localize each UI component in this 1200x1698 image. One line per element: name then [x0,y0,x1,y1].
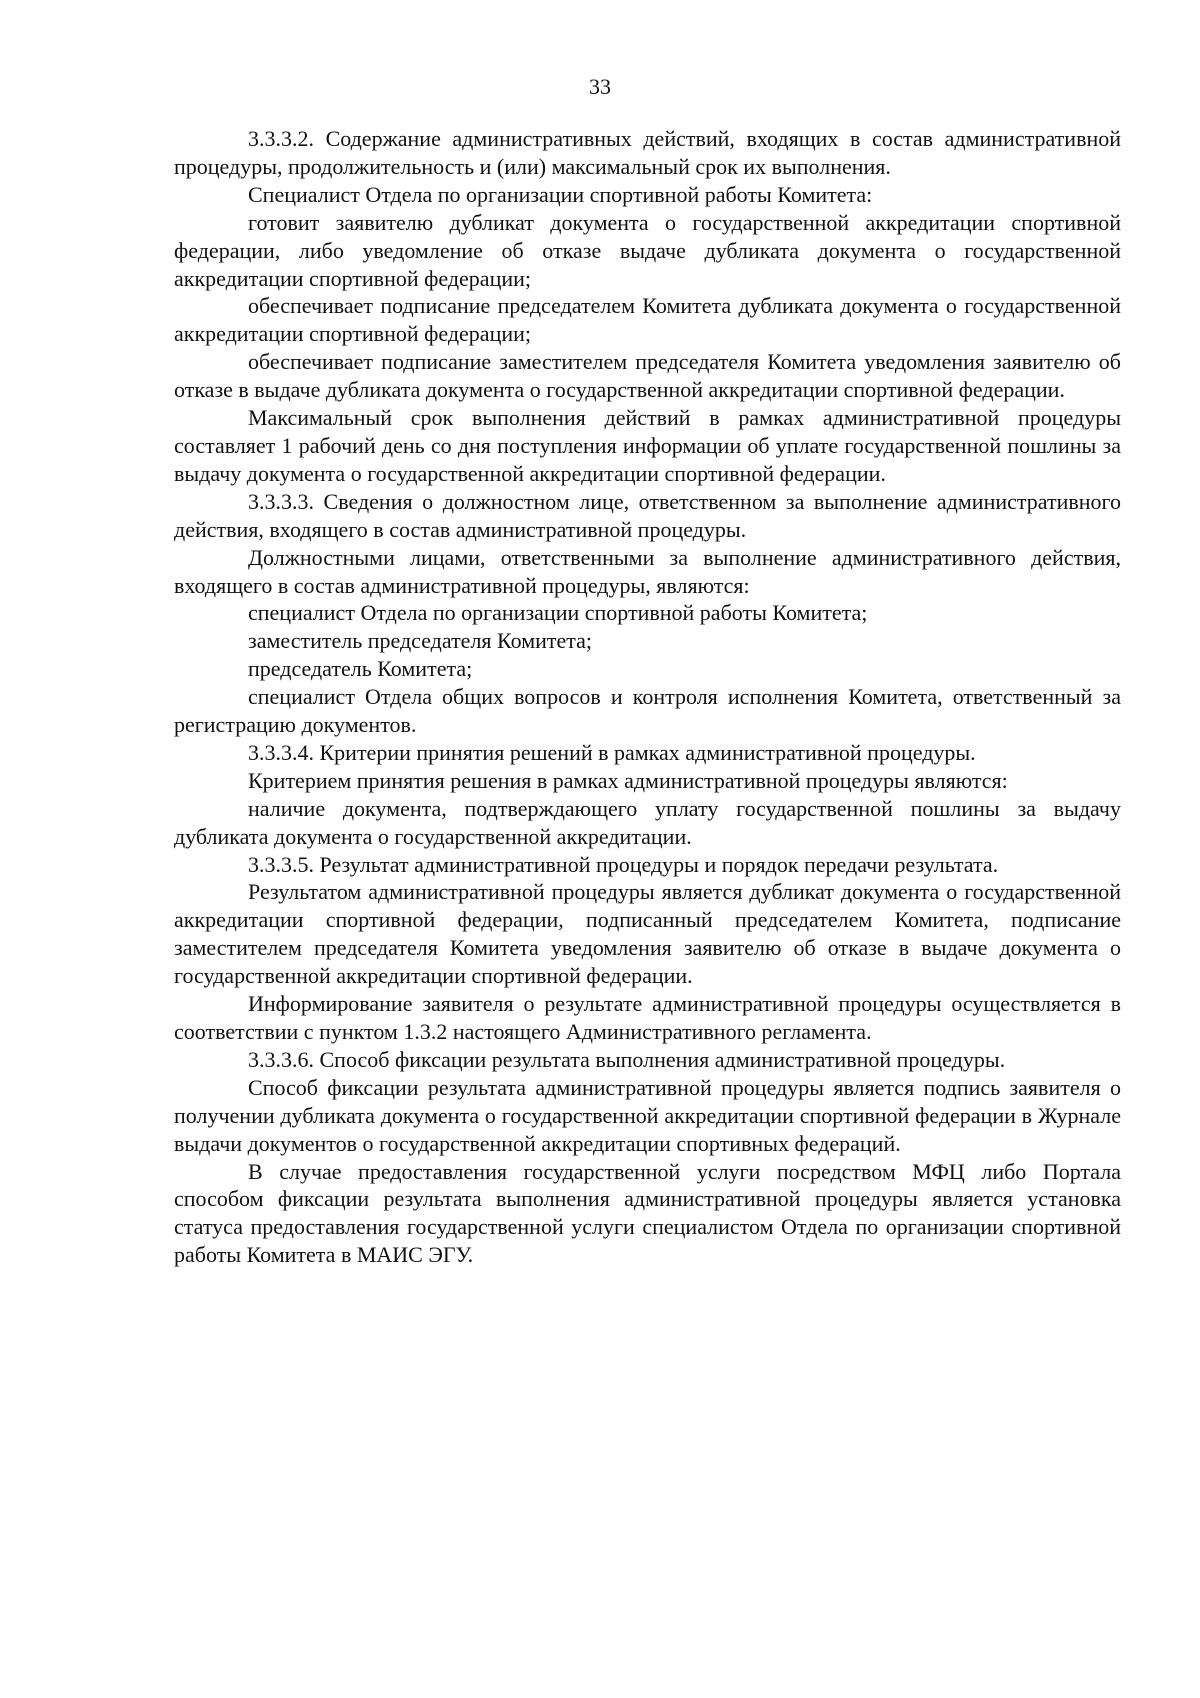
paragraph-official-specialist: специалист Отдела по организации спортивной работы Комитета; [248,600,868,626]
paragraph-3-3-3-3-heading: 3.3.3.3. Сведения о должностном лице, ответственном за выполнение административного действия, входящего в состав административной процедуры. [174,488,1121,542]
paragraph-prepares-duplicate: готовит заявителю дубликат документа о государственной аккредитации спортивной федерации, либо уведомление об отказе выдаче дубликата документа о государственной аккредитации спортивной федерации; [174,209,1121,291]
paragraph-criterion-intro: Критерием принятия решения в рамках административной процедуры являются: [248,767,1008,793]
paragraph-max-term: Максимальный срок выполнения действий в рамках административной процедуры составляет 1 рабочий день со дня поступления информации об уплате государственной пошлины за выдачу документа о государственной аккредитации спортивной федерации. [174,405,1121,486]
paragraph-3-3-3-6-heading: 3.3.3.6. Способ фиксации результата выполнения административной процедуры. [248,1046,1006,1072]
paragraph-chairman-signing: обеспечивает подписание председателем Комитета дубликата документа о государственной аккредитации спортивной федерации; [174,293,1121,347]
paragraph-3-3-3-4-heading: 3.3.3.4. Критерии принятия решений в рамках административной процедуры. [248,739,976,765]
paragraph-official-deputy: заместитель председателя Комитета; [248,628,593,654]
paragraph-criterion-fee: наличие документа, подтверждающего уплату государственной пошлины за выдачу дубликата документа о государственной аккредитации. [174,795,1121,849]
paragraph-fixation-method: Способ фиксации результата административной процедуры является подпись заявителя о получении дубликата документа о государственной аккредитации спортивной федерации в Журнале выдачи документов о государственной аккредитации спортивных федераций. [174,1074,1121,1156]
paragraph-specialist-intro: Специалист Отдела по организации спортивной работы Комитета: [248,181,873,207]
paragraph-informing: Информирование заявителя о результате административной процедуры осуществляется в соответствии с пунктом 1.3.2 настоящего Административного регламента. [174,991,1121,1044]
paragraph-3-3-3-2-heading: 3.3.3.2. Содержание административных действий, входящих в состав административной процедуры, продолжительность и (или) максимальный срок их выполнения. [174,126,1121,179]
paragraph-result: Результатом административной процедуры является дубликат документа о государственной аккредитации спортивной федерации, подписанный председателем Комитета, подписание заместителем председателя Комитета уведомления заявителю об отказе в выдаче документа о государственной аккредитации спортивной федерации. [174,879,1121,989]
paragraph-3-3-3-5-heading: 3.3.3.5. Результат административной процедуры и порядок передачи результата. [248,851,999,877]
paragraph-responsible-officials: Должностными лицами, ответственными за выполнение административного действия, входящего в состав административной процедуры, являются: [174,544,1121,598]
page-number: 33 [589,74,611,99]
document-body [174,125,1121,1269]
paragraph-official-chairman: председатель Комитета; [248,656,473,682]
paragraph-mfc-portal: В случае предоставления государственной услуги посредством МФЦ либо Портала способом фиксации результата выполнения административной процедуры является установка статуса предоставления государственной услуги специалистом Отдела по организации спортивной работы Комитета в МАИС ЭГУ. [174,1158,1121,1268]
paragraph-deputy-signing: обеспечивает подписание заместителем председателя Комитета уведомления заявителю об отказе в выдаче дубликата документа о государственной аккредитации спортивной федерации. [174,349,1121,403]
paragraph-official-registrar: специалист Отдела общих вопросов и контроля исполнения Комитета, ответственный за регистрацию документов. [174,684,1121,738]
